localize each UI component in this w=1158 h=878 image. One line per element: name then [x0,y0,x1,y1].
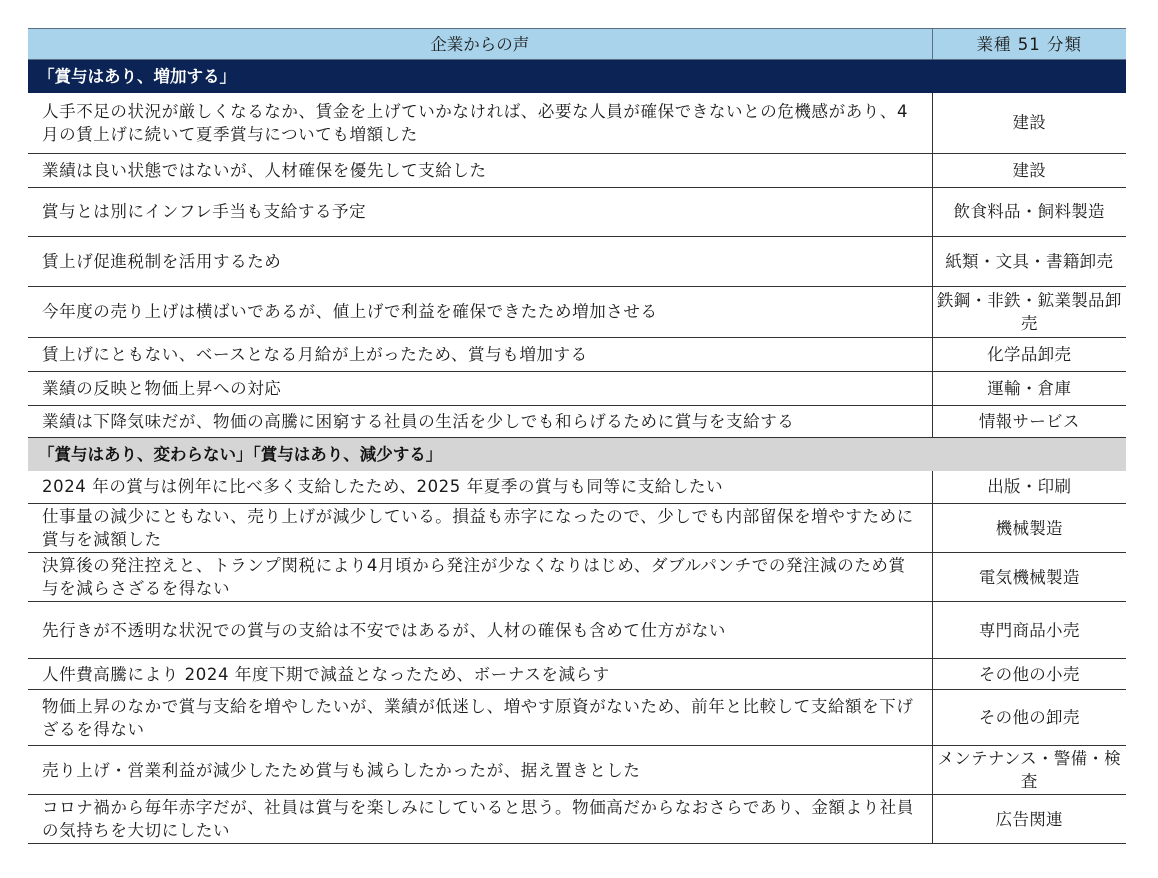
table-row [28,286,1126,337]
header-industry: 業種 51 分類 [932,29,1126,60]
table-row [28,337,1126,371]
table-row [28,602,1126,659]
table-row [28,371,1126,405]
table-row [28,553,1126,602]
industry-cell: メンテナンス・警備・検査 [932,746,1126,795]
voice-text: 物価上昇のなかで賞与支給を増やしたいが、業績が低迷し、増やす原資がないため、前年と比較して支給額を下げざるを得ない [28,690,932,746]
table-row [28,746,1126,795]
voice-text: 売り上げ・営業利益が減少したため賞与も減らしたかったが、据え置きとした [28,746,932,795]
industry-cell: 建設 [932,153,1126,187]
header-voice: 企業からの声 [28,29,932,60]
voice-text: 人手不足の状況が厳しくなるなか、賃金を上げていかなければ、必要な人員が確保できないとの危機感があり、4月の賃上げに続いて夏季賞与についても増額した [28,93,932,153]
industry-cell: 広告関連 [932,795,1126,844]
table-row [28,153,1126,187]
table-row [28,690,1126,746]
voice-text: 業績の反映と物価上昇への対応 [28,371,932,405]
industry-cell: 出版・印刷 [932,471,1126,504]
industry-cell: 化学品卸売 [932,337,1126,371]
section-header-same-or-decrease [28,437,1126,471]
voice-text: 人件費高騰により 2024 年度下期で減益となったため、ボーナスを減らす [28,659,932,690]
industry-cell: その他の卸売 [932,690,1126,746]
voice-text: 仕事量の減少にともない、売り上げが減少している。損益も赤字になったので、少しでも内部留保を増やすために賞与を減額した [28,504,932,553]
voice-text: コロナ禍から毎年赤字だが、社員は賞与を楽しみにしていると思う。物価高だからなおさらであり、金額より社員の気持ちを大切にしたい [28,795,932,844]
table-row [28,471,1126,504]
industry-cell: 鉄鋼・非鉄・鉱業製品卸売 [932,286,1126,337]
voice-text: 業績は下降気味だが、物価の高騰に困窮する社員の生活を少しでも和らげるために賞与を支給する [28,405,932,437]
table-header-row [28,29,1126,60]
table-row [28,659,1126,690]
industry-cell: 紙類・文具・書籍卸売 [932,236,1126,286]
voice-text: 賃上げ促進税制を活用するため [28,236,932,286]
voices-table-container [28,28,1126,844]
table-row [28,93,1126,153]
industry-cell: 機械製造 [932,504,1126,553]
company-voices-table [28,28,1126,844]
voice-text: 賞与とは別にインフレ手当も支給する予定 [28,187,932,236]
industry-cell: 情報サービス [932,405,1126,437]
section-title: 「賞与はあり、変わらない」「賞与はあり、減少する」 [28,437,1126,471]
section-header-increase [28,60,1126,94]
table-row [28,504,1126,553]
table-row [28,236,1126,286]
table-row [28,795,1126,844]
industry-cell: 飲食料品・飼料製造 [932,187,1126,236]
industry-cell: 電気機械製造 [932,553,1126,602]
voice-text: 先行きが不透明な状況での賞与の支給は不安ではあるが、人材の確保も含めて仕方がない [28,602,932,659]
voice-text: 決算後の発注控えと、トランプ関税により4月頃から発注が少なくなりはじめ、ダブルパンチでの発注減のため賞与を減らさざるを得ない [28,553,932,602]
voice-text: 2024 年の賞与は例年に比べ多く支給したため、2025 年夏季の賞与も同等に支給したい [28,471,932,504]
voice-text: 今年度の売り上げは横ばいであるが、値上げで利益を確保できたため増加させる [28,286,932,337]
industry-cell: 建設 [932,93,1126,153]
table-row [28,187,1126,236]
industry-cell: その他の小売 [932,659,1126,690]
industry-cell: 運輸・倉庫 [932,371,1126,405]
industry-cell: 専門商品小売 [932,602,1126,659]
voice-text: 業績は良い状態ではないが、人材確保を優先して支給した [28,153,932,187]
table-row [28,405,1126,437]
section-title: 「賞与はあり、増加する」 [28,60,1126,94]
voice-text: 賃上げにともない、ベースとなる月給が上がったため、賞与も増加する [28,337,932,371]
